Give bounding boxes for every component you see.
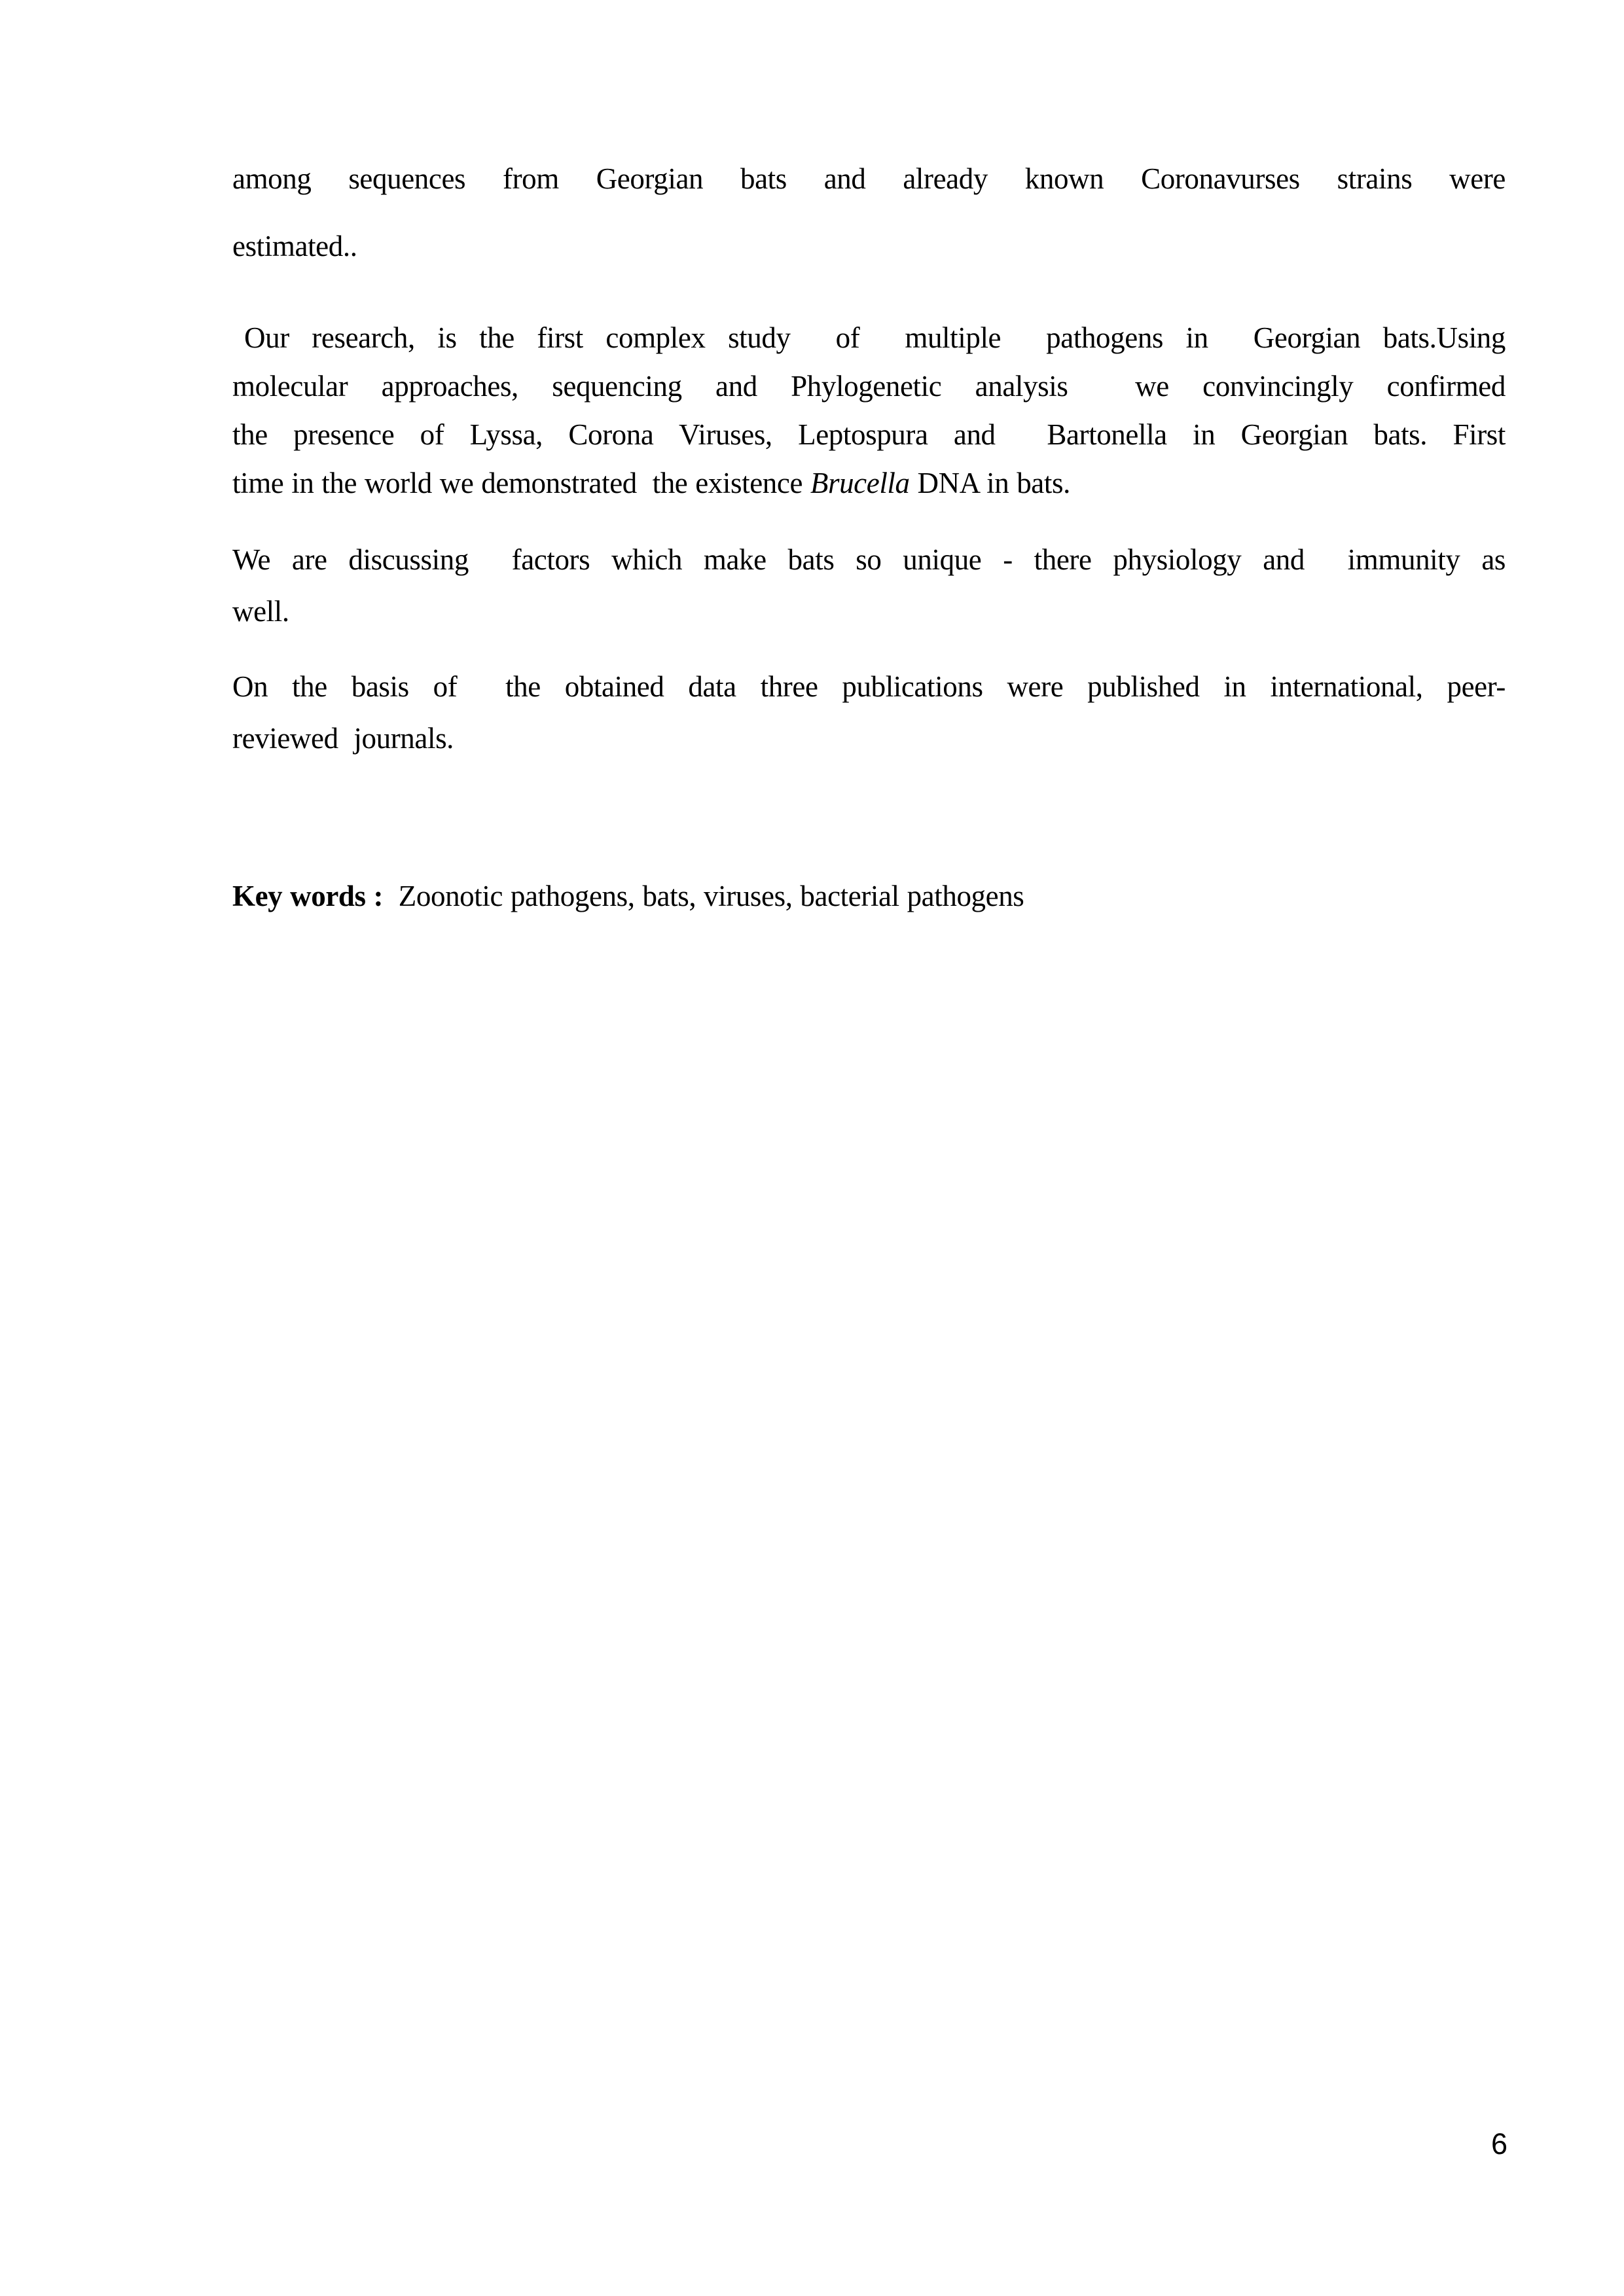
text-segment: among sequences from Georgian bats and already known Coronavurses strains were	[232, 162, 1506, 195]
text-line	[232, 870, 1506, 922]
text-segment: estimated..	[232, 230, 357, 262]
page-number: 6	[1490, 2127, 1507, 2161]
text-segment: Zoonotic pathogens, bats, viruses, bacterial pathogens	[383, 880, 1024, 912]
italic-text-segment: Brucella	[810, 467, 910, 499]
text-segment: the presence of Lyssa, Corona Viruses, Leptospura and Bartonella in Georgian bats. First	[232, 418, 1506, 451]
paragraph-research-summary	[232, 314, 1506, 507]
paragraph-publications	[232, 661, 1506, 764]
text-segment: DNA in bats.	[909, 467, 1070, 499]
document-body	[232, 0, 1506, 922]
text-segment: molecular approaches, sequencing and Phylogenetic analysis we convincingly confirmed	[232, 370, 1506, 403]
keywords-line	[232, 870, 1506, 922]
text-segment: We are discussing factors which make bats so unique - there physiology and immunity as	[232, 543, 1506, 576]
text-line	[232, 661, 1506, 713]
text-segment: Our research, is the first complex study of multiple pathogens in Georgian bats.Using	[244, 321, 1506, 354]
text-line	[232, 410, 1506, 459]
text-line	[232, 534, 1506, 586]
text-line	[232, 713, 1506, 764]
bold-text-segment: Key words :	[232, 880, 384, 912]
text-segment: reviewed journals.	[232, 722, 454, 755]
text-segment: well.	[232, 595, 289, 628]
text-segment: time in the world we demonstrated the existence	[232, 467, 810, 499]
text-line	[232, 459, 1506, 507]
text-line	[232, 213, 1506, 280]
text-segment: On the basis of the obtained data three publications were published in international, peer-	[232, 670, 1506, 703]
paragraph-coronavirus-similarity	[232, 145, 1506, 280]
text-line	[232, 362, 1506, 410]
text-line	[232, 314, 1506, 362]
text-line	[232, 586, 1506, 637]
text-line	[232, 145, 1506, 213]
paragraph-bats-uniqueness	[232, 534, 1506, 637]
